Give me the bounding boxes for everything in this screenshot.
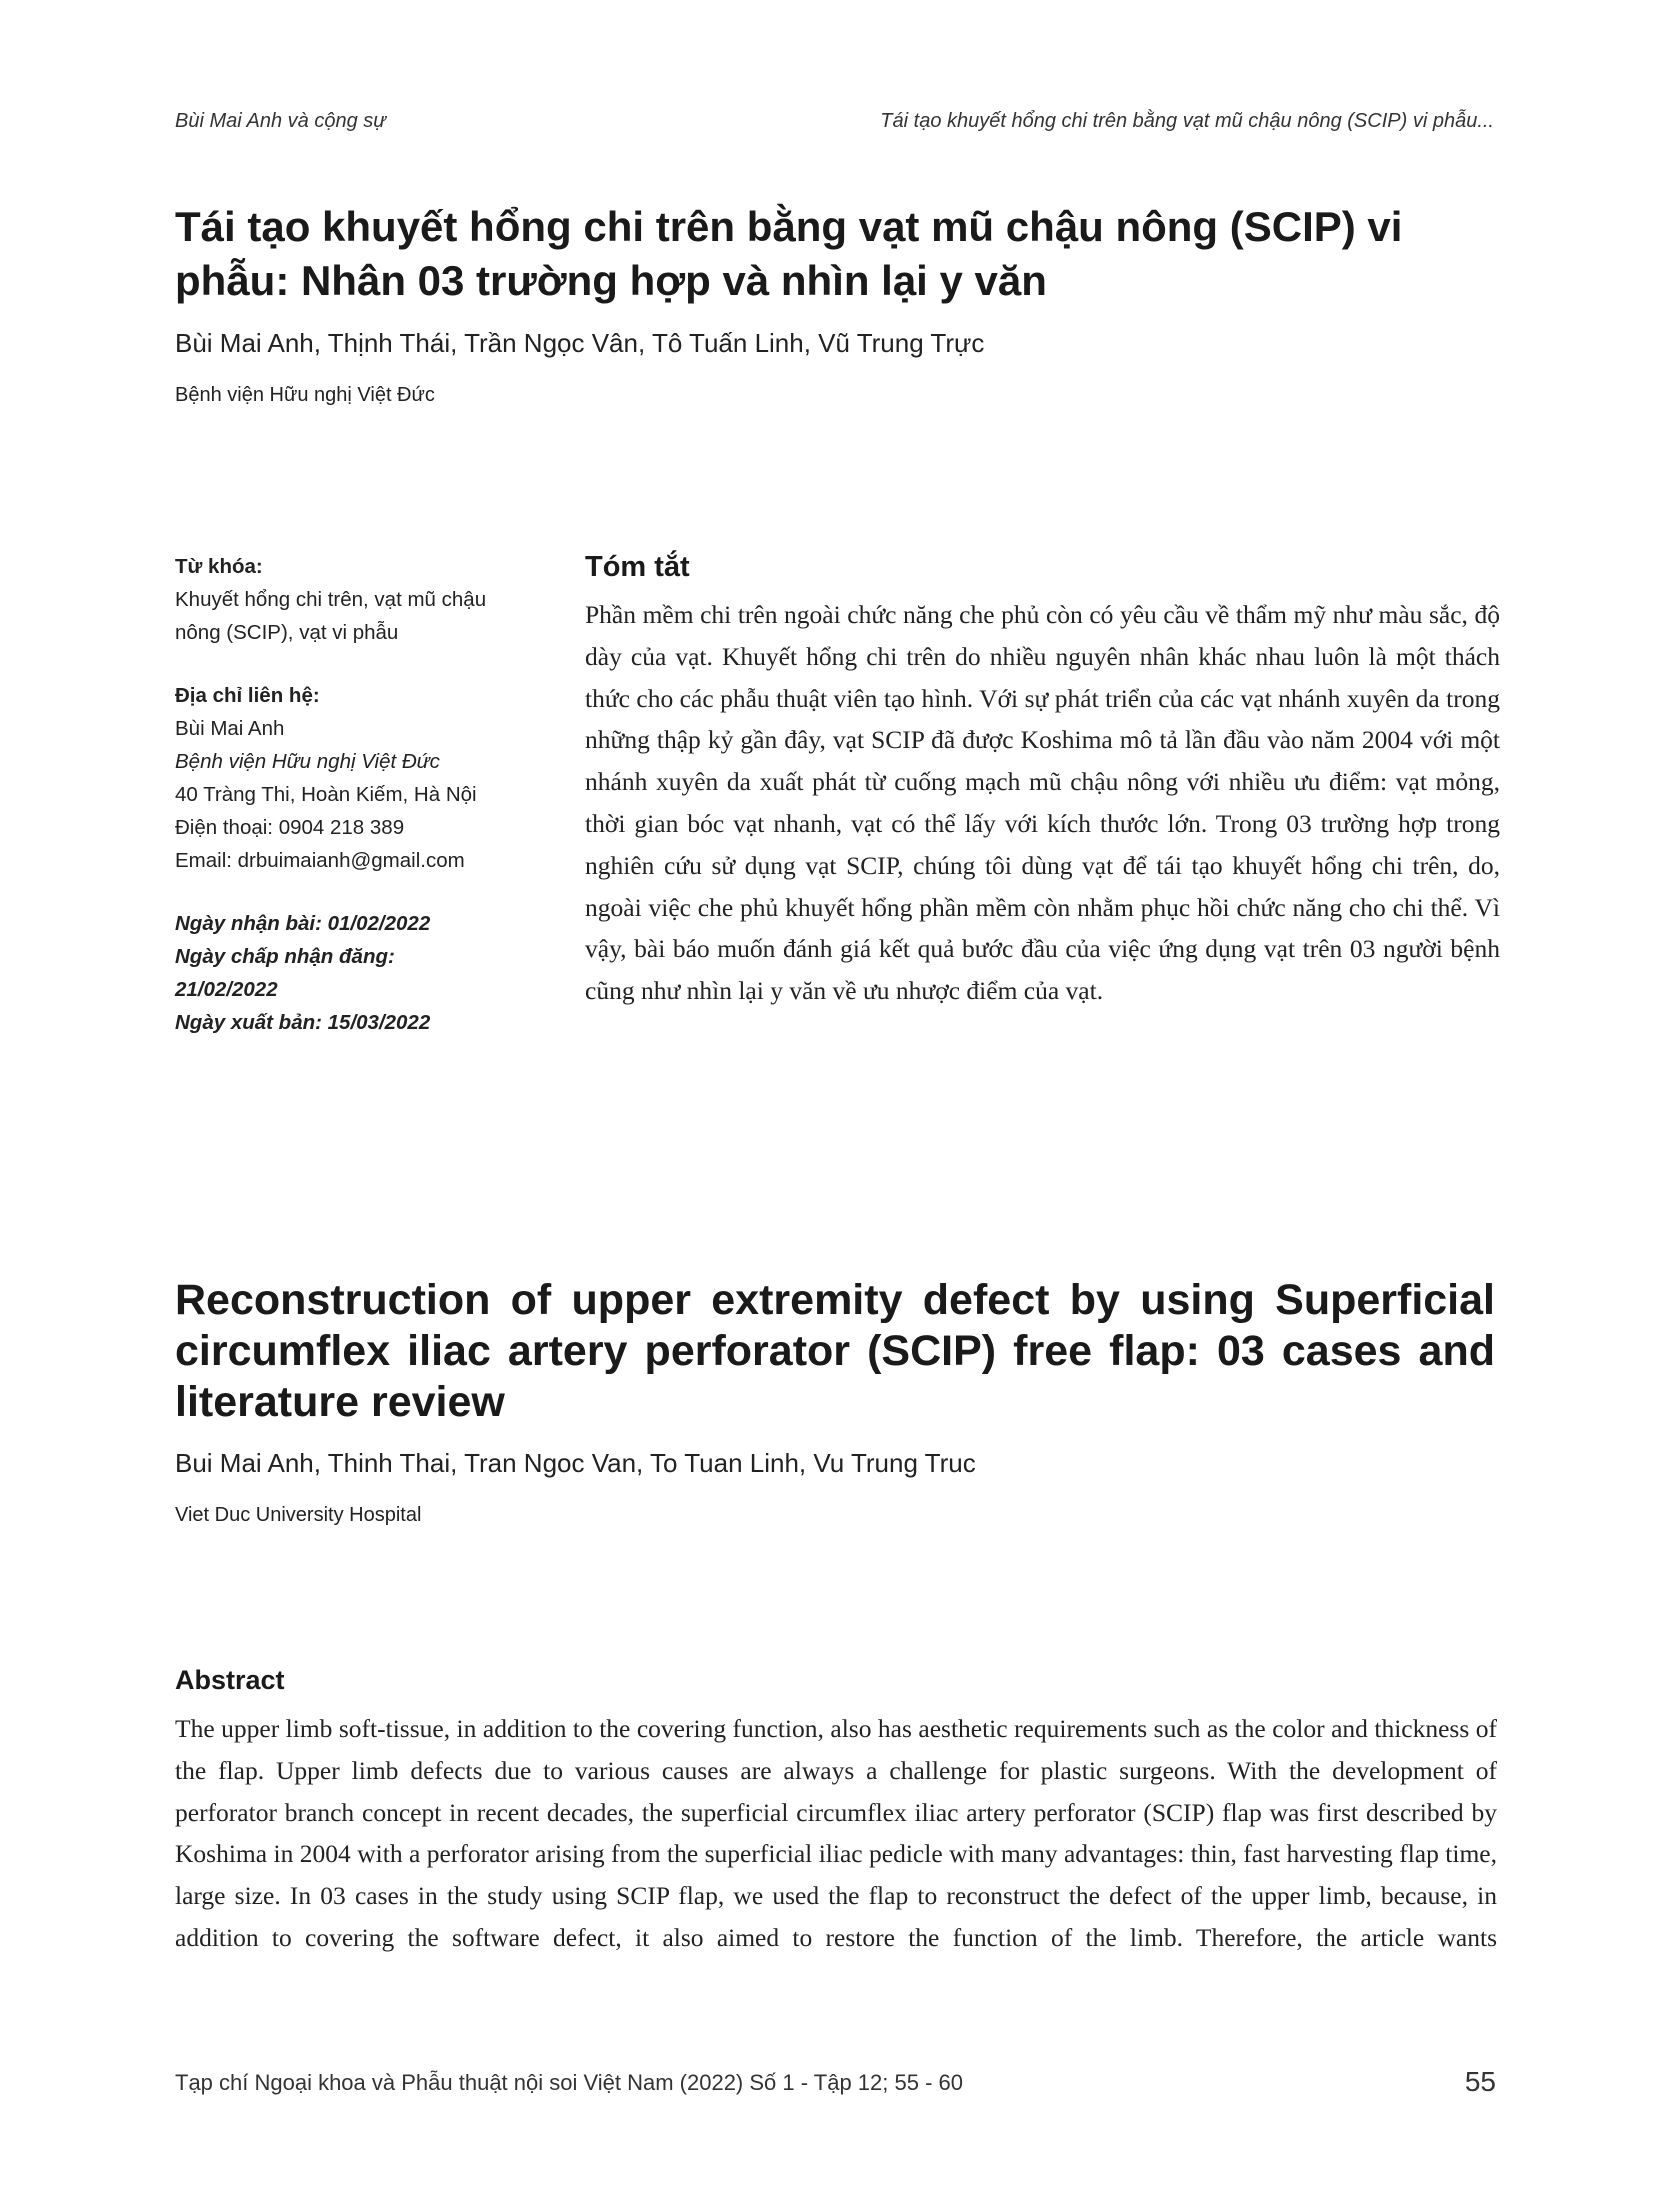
contact-label: Địa chỉ liên hệ: — [175, 684, 320, 707]
english-authors: Bui Mai Anh, Thinh Thai, Tran Ngoc Van, To Tuan Linh, Vu Trung Truc — [175, 1448, 976, 1478]
english-abstract-body: The upper limb soft-tissue, in addition to the covering function, also has aesthetic requirements such as the color and thickness of the flap. Upper limb defects due to various causes are always a challenge for plastic surgeons. With the development of perforator branch concept in recent decades, the superficial circumflex iliac artery perforator (SCIP) flap was first described by Koshima in 2004 with a perforator arising from the superficial iliac pedicle with many advantages: thin, fast harvesting flap time, large size. In 03 cases in the study using SCIP flap, we used the flap to reconstruct the defect of the upper limb, because, in addition to covering the software defect, it also aimed to restore the function of the limb. Therefore, the article wants — [175, 1714, 1497, 1952]
article-info-sidebar — [175, 550, 535, 1039]
accepted-date: 21/02/2022 — [175, 978, 278, 1001]
keywords-label: Từ khóa: — [175, 555, 263, 578]
accepted-label: Ngày chấp nhận đăng: — [175, 945, 395, 968]
contact-address: 40 Tràng Thi, Hoàn Kiếm, Hà Nội — [175, 783, 477, 806]
english-abstract-heading: Abstract — [175, 1665, 285, 1695]
vietnamese-abstract-heading: Tóm tắt — [585, 551, 690, 583]
contact-institution: Bệnh viện Hữu nghị Việt Đức — [175, 750, 440, 773]
contact-email: Email: drbuimaianh@gmail.com — [175, 849, 465, 872]
vietnamese-authors: Bùi Mai Anh, Thịnh Thái, Trần Ngọc Vân, Tô Tuấn Linh, Vũ Trung Trực — [175, 328, 985, 358]
page-number: 55 — [1464, 2066, 1496, 2097]
running-header-left: Bùi Mai Anh và cộng sự — [175, 110, 386, 132]
vietnamese-abstract-body: Phần mềm chi trên ngoài chức năng che phủ còn có yêu cầu về thẩm mỹ như màu sắc, độ dày của vạt. Khuyết hổng chi trên do nhiều nguyên nhân khác nhau luôn là một thách thức cho các phẫu thuật viên tạo hình. Với sự phát triển của các vạt nhánh xuyên da trong những thập kỷ gần đây, vạt SCIP đã được Koshima mô tả lần đầu vào năm 2004 với một nhánh xuyên da xuất phát từ cuống mạch mũ chậu nông với nhiều ưu điểm: vạt mỏng, thời gian bóc vạt nhanh, vạt có thể lấy với kích thước lớn. Trong 03 trường hợp trong nghiên cứu sử dụng vạt SCIP, chúng tôi dùng vạt để tái tạo khuyết hổng chi trên, do, ngoài việc che phủ khuyết hổng phần mềm còn nhằm phục hồi chức năng cho chi thể. Vì vậy, bài báo muốn đánh giá kết quả bước đầu của việc ứng dụng vạt trên 03 người bệnh cũng như nhìn lại y văn về ưu nhược điểm của vạt. — [585, 600, 1500, 1006]
published-date: Ngày xuất bản: 15/03/2022 — [175, 1011, 431, 1034]
vietnamese-affiliation: Bệnh viện Hữu nghị Việt Đức — [175, 384, 435, 406]
journal-footer: Tạp chí Ngoại khoa và Phẫu thuật nội soi Việt Nam (2022) Số 1 - Tập 12; 55 - 60 — [175, 2070, 963, 2095]
keywords-text: Khuyết hổng chi trên, vạt mũ chậu nông (SCIP), vạt vi phẫu — [175, 588, 487, 644]
vietnamese-title: Tái tạo khuyết hổng chi trên bằng vạt mũ chậu nông (SCIP) vi phẫu: Nhân 03 trường hợp và nhìn lại y văn — [175, 203, 1403, 304]
english-affiliation: Viet Duc University Hospital — [175, 1504, 422, 1526]
received-date: Ngày nhận bài: 01/02/2022 — [175, 912, 431, 935]
contact-name: Bùi Mai Anh — [175, 717, 285, 740]
english-title: Reconstruction of upper extremity defect by using Superficial circumflex iliac artery perforator (SCIP) free flap: 03 cases and literature review — [175, 1276, 1495, 1426]
contact-phone: Điện thoại: 0904 218 389 — [175, 816, 405, 839]
running-header-right: Tái tạo khuyết hổng chi trên bằng vạt mũ chậu nông (SCIP) vi phẫu... — [880, 110, 1494, 132]
